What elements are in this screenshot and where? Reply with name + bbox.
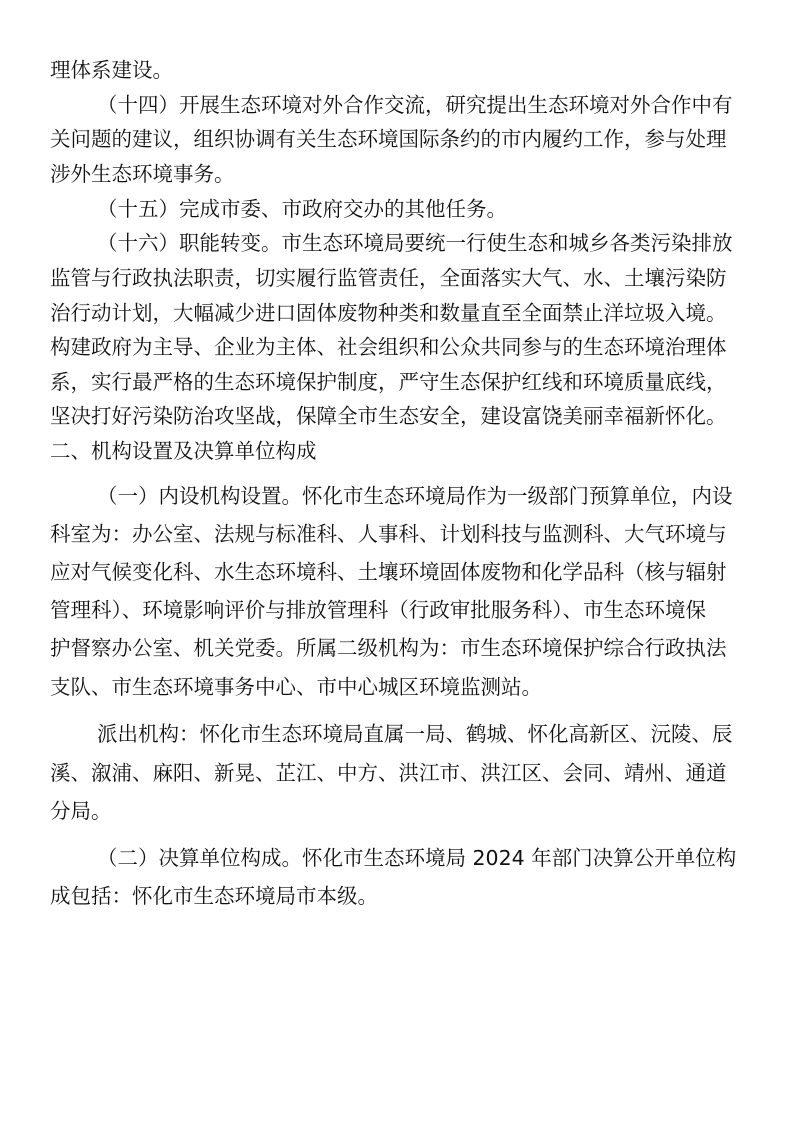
text-line: 溪、溆浦、麻阳、新晃、芷江、中方、洪江市、洪江区、会同、靖州、通道 xyxy=(50,761,727,785)
text-line: 支队、市生态环境事务中心、市中心城区环境监测站。 xyxy=(50,675,542,699)
text-line: 派出机构：怀化市生态环境局直属一局、鹤城、怀化高新区、沅陵、辰 xyxy=(97,722,733,746)
text-line: （十五）完成市委、市政府交办的其他任务。 xyxy=(97,197,507,221)
text-line: 应对气候变化科、水生态环境科、土壤环境固体废物和化学品科（核与辐射 xyxy=(50,560,727,584)
text-line: 构建政府为主导、企业为主体、社会组织和公众共同参与的生态环境治理体 xyxy=(50,335,727,359)
text-line: 管理科）、环境影响评价与排放管理科（行政审批服务科）、市生态环境保 xyxy=(50,598,706,622)
text-line: 治行动计划，大幅减少进口固体废物种类和数量直至全面禁止洋垃圾入境。 xyxy=(50,301,727,325)
text-line: （十四）开展生态环境对外合作交流，研究提出生态环境对外合作中有 xyxy=(97,93,733,117)
text-line: （十六）职能转变。市生态环境局要统一行使生态和城乡各类污染排放 xyxy=(97,231,733,255)
text-line: 涉外生态环境事务。 xyxy=(50,162,235,186)
text-line: 护督察办公室、机关党委。所属二级机构为：市生态环境保护综合行政执法 xyxy=(50,636,727,660)
text-line: 成包括：怀化市生态环境局市本级。 xyxy=(50,884,378,908)
text-line: 监管与行政执法职责，切实履行监管责任，全面落实大气、水、土壤污染防 xyxy=(50,266,727,290)
text-line: 科室为：办公室、法规与标准科、人事科、计划科技与监测科、大气环境与 xyxy=(50,522,727,546)
text-line: 理体系建设。 xyxy=(50,58,173,82)
text-line: 关问题的建议，组织协调有关生态环境国际条约的市内履约工作，参与处理 xyxy=(50,127,727,151)
text-line: 系，实行最严格的生态环境保护制度，严守生态保护红线和环境质量底线， xyxy=(50,370,727,394)
text-line: （一）内设机构设置。怀化市生态环境局作为一级部门预算单位，内设 xyxy=(97,484,733,508)
text-line: （二）决算单位构成。怀化市生态环境局 2024 年部门决算公开单位构 xyxy=(97,846,737,870)
text-line: 分局。 xyxy=(50,799,112,823)
text-line: 坚决打好污染防治攻坚战，保障全市生态安全，建设富饶美丽幸福新怀化。 xyxy=(50,404,727,428)
section-heading: 二、机构设置及决算单位构成 xyxy=(50,439,317,463)
